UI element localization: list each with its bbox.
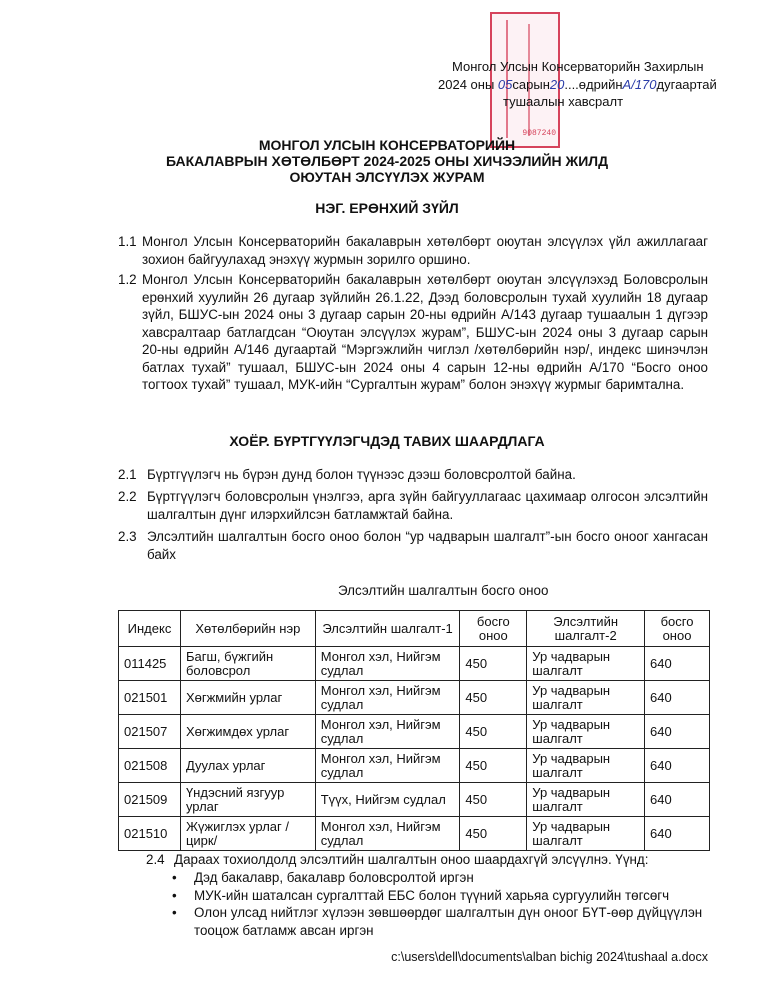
table-cell: 021501 (119, 681, 181, 715)
column-header: Элсэлтийн шалгалт-2 (527, 611, 645, 647)
table-cell: 021508 (119, 749, 181, 783)
table-cell: 640 (645, 783, 710, 817)
table-row (119, 749, 710, 783)
table-row (119, 817, 710, 851)
clause-number: 2.2 (118, 489, 137, 504)
table-row (119, 681, 710, 715)
clause-1-2 (118, 271, 708, 394)
document-title-line2: БАКАЛАВРЫН ХӨТӨЛБӨРТ 2024-2025 ОНЫ ХИЧЭЭЛИЙН ЖИЛД (165, 153, 609, 169)
section1-heading: НЭГ. ЕРӨНХИЙ ЗҮЙЛ (315, 200, 459, 216)
clause-number: 2.3 (118, 529, 137, 544)
bullet-icon: • (172, 905, 177, 920)
table-cell: 021509 (119, 783, 181, 817)
clause-text: Бүртгүүлэгч боловсролын үнэлгээ, арга зүйн байгууллагаас цахимаар олгосон элсэлтийн шалгалтын дүнг илэрхийлсэн батламжтай байна. (147, 489, 708, 522)
document-title-line1: МОНГОЛ УЛСЫН КОНСЕРВАТОРИЙН (258, 137, 516, 153)
clause-number: 2.1 (118, 467, 137, 482)
table-cell: 450 (460, 681, 527, 715)
table-cell: Ур чадварын шалгалт (527, 647, 645, 681)
bullet-icon: • (172, 887, 177, 903)
table-row (119, 647, 710, 681)
table-cell: Жүжиглэх урлаг /цирк/ (180, 817, 315, 851)
table-cell: 011425 (119, 647, 181, 681)
clause-text: Элсэлтийн шалгалтын босго оноо болон “ур чадварын шалгалт”-ын босго оноог хангасан байх (147, 529, 708, 562)
table-row (119, 783, 710, 817)
seal-number: 9087240 (522, 128, 556, 138)
table-cell: Дуулах урлаг (180, 749, 315, 783)
table-cell: Монгол хэл, Нийгэм судлал (315, 647, 460, 681)
table-cell: 640 (645, 749, 710, 783)
clause-text: Бүртгүүлэгч нь бүрэн дунд болон түүнээс дээш боловсролтой байна. (147, 467, 576, 482)
table-cell: Ур чадварын шалгалт (527, 817, 645, 851)
attachment-header-line1: Монгол Улсын Консерваторийн Захирлын (452, 59, 704, 74)
attachment-header-line3: тушаалын хавсралт (503, 94, 624, 109)
table-cell: 450 (460, 817, 527, 851)
attachment-header-line2: 2024 оны 05сарын20....өдрийнА/170дугаартай (438, 77, 717, 92)
list-item: • Олон улсад нийтлэг хүлээн зөвшөөрдөг шалгалтын дүн оноог БҮТ-өөр дүйцүүлэн тооцож батламж авсан иргэн (172, 905, 703, 938)
table-cell: Ур чадварын шалгалт (527, 715, 645, 749)
table-cell: Хөгжмийн урлаг (180, 681, 315, 715)
clause-2-1 (118, 466, 708, 484)
section2-heading: ХОЁР. БҮРТГҮҮЛЭГЧДЭД ТАВИХ ШААРДЛАГА (229, 433, 545, 449)
clause-text: Монгол Улсын Консерваторийн бакалаврын хөтөлбөрт оюутан элсүүлэхэд Боловсролын ерөнхий хуулийн 26 дугаар зүйлийн 26.1.22, Дээд боловсролын тухай хуулийн 18 дугаар зүйл, БШУС-ын 2024 оны 3 дугаар сарын 20-ны өдрийн А/143 дугаар тушаалын 1 дүгээр хавсралтаар батлагдсан “Оюутан элсүүлэх журам”, БШУС-ын 2024 оны 3 дугаар сарын 20-ны өдрийн А/146 дугаартай “Мэргэжлийн чиглэл /хөтөлбөрийн нэр/, индекс шинэчлэн батлах тухай” тушаал, БШУС-ын 2024 оны 4 сарын 12-ны өдрийн А/170 “Босго оноо тогтоох тухай” тушаал, МУК-ийн “Сургалтын журам” болон энэхүү журмыг баримтална. (142, 272, 708, 392)
clause-1-1 (118, 233, 708, 268)
list-item: • Дэд бакалавр, бакалавр боловсролтой иргэн (172, 870, 474, 885)
table-cell: 021510 (119, 817, 181, 851)
clause-2-2 (118, 488, 708, 523)
clause-number: 1.2 (118, 272, 137, 287)
table-cell: Монгол хэл, Нийгэм судлал (315, 681, 460, 715)
file-path-footer: c:\users\dell\documents\alban bichig 2024\tushaal a.docx (391, 950, 708, 964)
table-cell: 450 (460, 749, 527, 783)
clause-2-4 (146, 851, 706, 869)
table-row (119, 715, 710, 749)
column-header: босго оноо (460, 611, 527, 647)
table-cell: Ур чадварын шалгалт (527, 783, 645, 817)
bullet-icon: • (172, 870, 177, 885)
clause-number: 2.4 (146, 852, 165, 867)
clause-2-3 (118, 528, 708, 563)
table-cell: 640 (645, 715, 710, 749)
table-cell: Монгол хэл, Нийгэм судлал (315, 817, 460, 851)
table-cell: 640 (645, 681, 710, 715)
clause-number: 1.1 (118, 234, 137, 249)
table-cell: 450 (460, 783, 527, 817)
column-header: босго оноо (645, 611, 710, 647)
table-header-row (119, 611, 710, 647)
column-header: Хөтөлбөрийн нэр (180, 611, 315, 647)
table-caption: Элсэлтийн шалгалтын босго оноо (338, 583, 549, 598)
threshold-score-table (118, 610, 710, 851)
table-cell: Монгол хэл, Нийгэм судлал (315, 715, 460, 749)
table-cell: Түүх, Нийгэм судлал (315, 783, 460, 817)
exemption-bullet-list (168, 869, 708, 939)
table-cell: Монгол хэл, Нийгэм судлал (315, 749, 460, 783)
table-cell: 450 (460, 647, 527, 681)
table-cell: Багш, бүжгийн боловсрол (180, 647, 315, 681)
table-cell: Үндэсний язгуур урлаг (180, 783, 315, 817)
table-cell: 640 (645, 817, 710, 851)
table-cell: Хөгжимдөх урлаг (180, 715, 315, 749)
clause-text: Дараах тохиолдолд элсэлтийн шалгалтын оноо шаардахгүй элсүүлнэ. Үүнд: (174, 852, 649, 867)
document-title-line3: ОЮУТАН ЭЛСҮҮЛЭХ ЖУРАМ (289, 169, 485, 185)
list-item: • МУК-ийн шаталсан сургалттай ЕБС болон түүний харьяа сургуулийн төгсөгч (172, 887, 670, 903)
table-cell: Ур чадварын шалгалт (527, 749, 645, 783)
table-cell: 640 (645, 647, 710, 681)
column-header: Индекс (119, 611, 181, 647)
table-cell: 021507 (119, 715, 181, 749)
table-cell: Ур чадварын шалгалт (527, 681, 645, 715)
column-header: Элсэлтийн шалгалт-1 (315, 611, 460, 647)
table-cell: 450 (460, 715, 527, 749)
clause-text: Монгол Улсын Консерваторийн бакалаврын хөтөлбөрт оюутан элсүүлэх үйл ажиллагааг зохион байгуулахад энэхүү журмын зорилго оршино. (142, 234, 708, 267)
